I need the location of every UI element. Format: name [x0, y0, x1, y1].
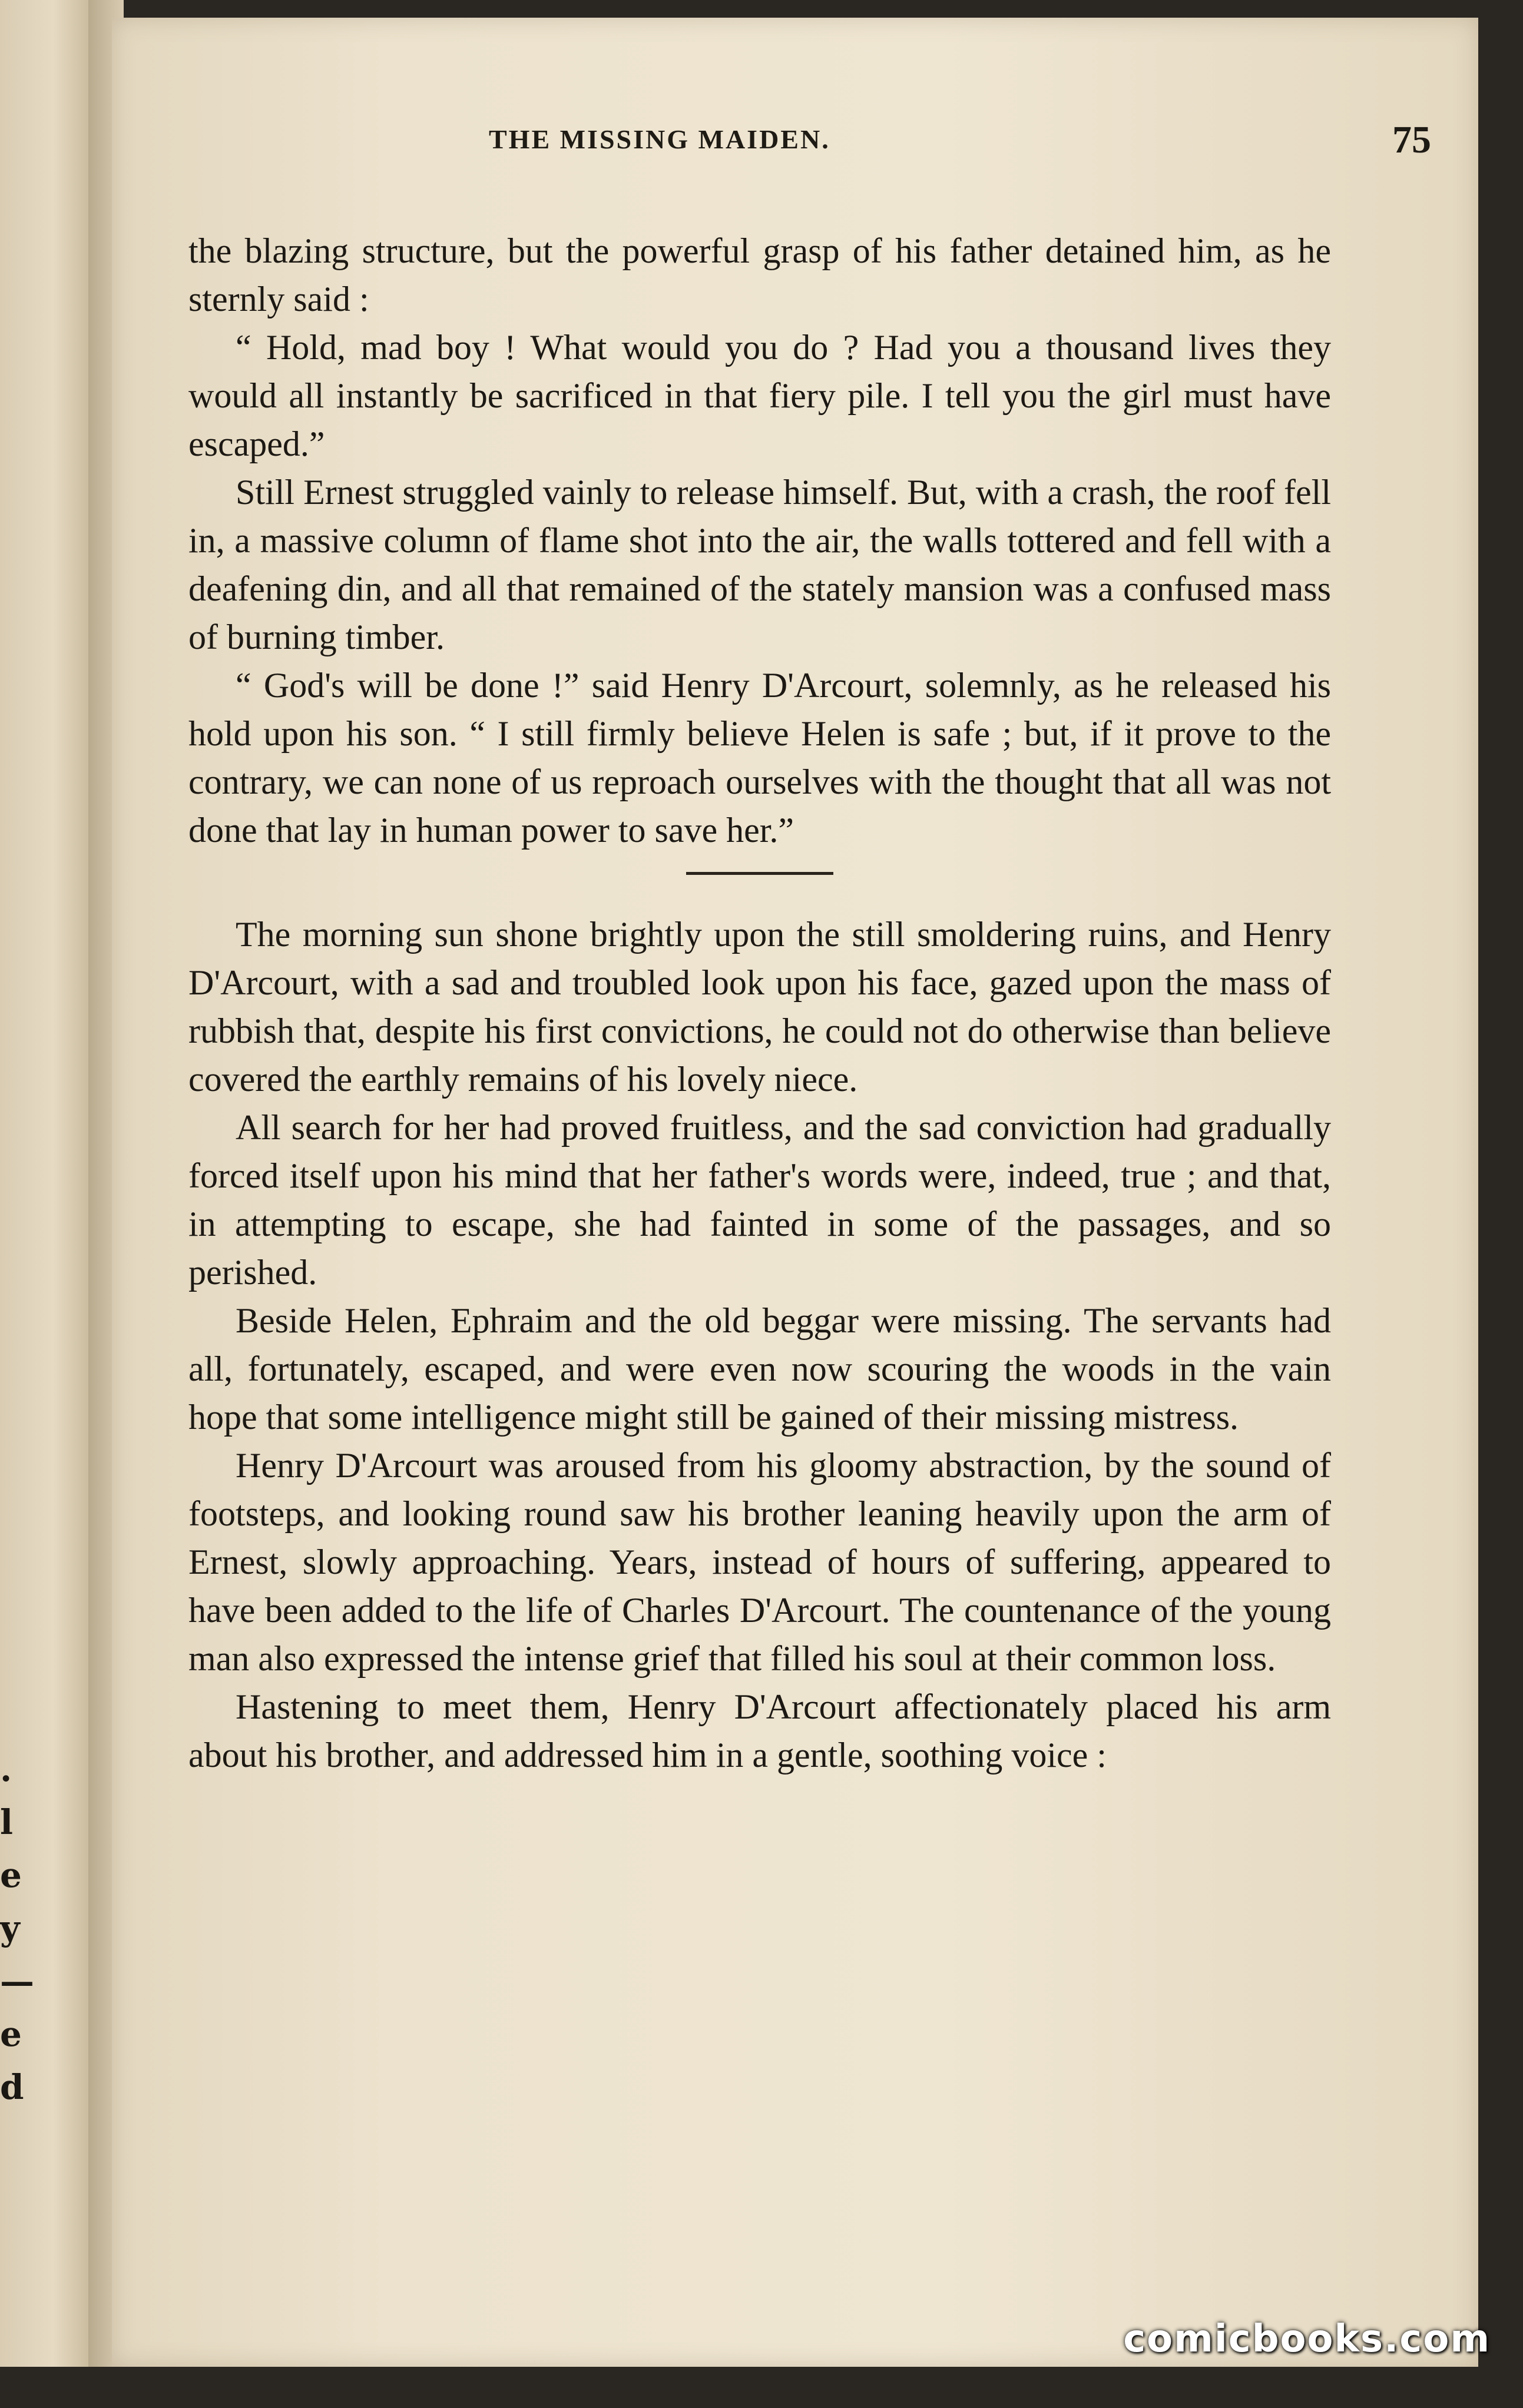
facing-page-fragment: . — [0, 1749, 12, 1789]
paragraph: All search for her had proved fruitless, and the sad conviction had gradually forced itself upon his mind that her father's words were, indeed, true ; and that, in attempting to escape, she had fainted in some of the passages, and so perished. — [188, 1108, 1331, 1292]
facing-page-fragment: l — [0, 1802, 14, 1842]
paragraph: the blazing structure, but the powerful grasp of his father detained him, as he sternly said : — [188, 231, 1331, 319]
page-header — [112, 118, 1478, 177]
facing-page-text-fragments — [0, 1743, 35, 2114]
site-watermark: comicbooks.com — [1123, 2317, 1491, 2361]
paragraph: “ Hold, mad boy ! What would you do ? Had you a thousand lives they would all instantly be sacrificed in that fiery pile. I tell you the girl must have escaped.” — [188, 328, 1331, 463]
book-page — [112, 18, 1478, 2367]
paragraph: The morning sun shone brightly upon the still smoldering ruins, and Henry D'Arcourt, with a sad and troubled look upon his face, gazed upon the mass of rubbish that, despite his first convictions, he could not do otherwise than believe covered the earthly remains of his lovely niece. — [188, 915, 1331, 1099]
body-text — [188, 227, 1331, 1779]
facing-page-edge — [0, 0, 88, 2367]
section-divider — [686, 872, 833, 875]
paragraph: Still Ernest struggled vainly to release himself. But, with a crash, the roof fell in, a massive column of flame shot into the air, the walls tottered and fell with a deafening din, and all that remained of the stately mansion was a confused mass of burning timber. — [188, 473, 1331, 656]
facing-page-fragment: d — [0, 2067, 24, 2107]
facing-page-fragment: e — [0, 1855, 22, 1895]
paragraph: Hastening to meet them, Henry D'Arcourt affectionately placed his arm about his brother, and addressed him in a gentle, soothing voice : — [188, 1687, 1331, 1775]
paragraph: “ God's will be done !” said Henry D'Arcourt, solemnly, as he released his hold upon his son. “ I still firmly believe Helen is safe ; but, if it prove to the contrary, we can none of us reproach ourselves with the thought that all was not done that lay in human power to save her.” — [188, 666, 1331, 850]
facing-page-fragment: — — [0, 1961, 34, 2001]
facing-page-fragment: e — [0, 2014, 22, 2054]
running-head: THE MISSING MAIDEN. — [489, 124, 830, 154]
facing-page-fragment: y — [0, 1908, 20, 1948]
paragraph: Beside Helen, Ephraim and the old beggar were missing. The servants had all, fortunately, escaped, and were even now scouring the woods in the vain hope that some intelligence might still be gained of their missing mistress. — [188, 1301, 1331, 1437]
paragraph: Henry D'Arcourt was aroused from his gloomy abstraction, by the sound of footsteps, and looking round saw his brother leaning heavily upon the arm of Ernest, slowly approaching. Years, instead of hours of suffering, appeared to have been added to the life of Charles D'Arcourt. The countenance of the young man also expressed the intense grief that filled his soul at their common loss. — [188, 1446, 1331, 1678]
page-number: 75 — [1392, 118, 1431, 161]
